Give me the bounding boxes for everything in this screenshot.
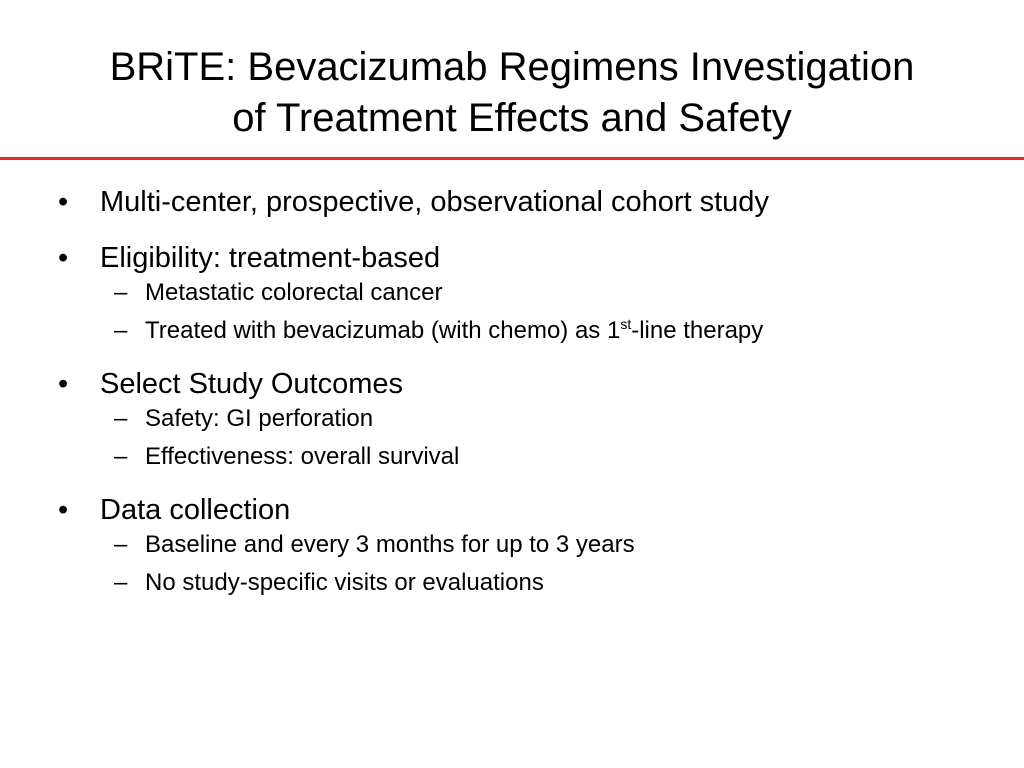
bullet-text: Data collection — [100, 494, 291, 526]
bullet-data-collection — [58, 488, 769, 602]
sub-item-no-visits — [100, 564, 769, 602]
sub-marker: – — [114, 569, 128, 596]
sub-list — [100, 526, 769, 602]
sub-item-metastatic — [100, 274, 769, 312]
bullet-outcomes — [58, 362, 769, 476]
ordinal-superscript: st — [620, 316, 632, 332]
bullet-eligibility — [58, 236, 769, 350]
title-line-2: of Treatment Effects and Safety — [232, 96, 792, 140]
sub-list — [100, 274, 769, 350]
bullet-marker: • — [58, 186, 69, 218]
bullet-text: Eligibility: treatment-based — [100, 242, 441, 274]
bullet-text: Multi-center, prospective, observational cohort study — [100, 186, 769, 218]
bullet-text: Select Study Outcomes — [100, 368, 404, 400]
sub-list — [100, 400, 769, 476]
sub-marker: – — [114, 443, 128, 470]
sub-item-text-after: -line therapy — [631, 317, 764, 344]
sub-item-text: No study-specific visits or evaluations — [145, 569, 544, 596]
bullet-marker: • — [58, 494, 69, 526]
slide-title — [0, 42, 1024, 144]
sub-item-first-line — [100, 312, 769, 350]
title-line-1: BRiTE: Bevacizumab Regimens Investigation — [109, 45, 915, 89]
sub-marker: – — [114, 531, 128, 558]
sub-item-text: Metastatic colorectal cancer — [145, 279, 443, 306]
sub-item-baseline — [100, 526, 769, 564]
sub-item-text: Effectiveness: overall survival — [145, 443, 460, 470]
sub-marker: – — [114, 279, 128, 306]
title-divider — [0, 157, 1024, 160]
sub-item-text-before: Treated with bevacizumab (with chemo) as 1 — [145, 317, 621, 344]
sub-marker: – — [114, 405, 128, 432]
sub-item-safety — [100, 400, 769, 438]
sub-item-text: Baseline and every 3 months for up to 3 years — [145, 531, 635, 558]
bullet-marker: • — [58, 242, 69, 274]
bullet-study-design — [58, 180, 769, 224]
sub-item-effectiveness — [100, 438, 769, 476]
sub-marker: – — [114, 317, 128, 344]
sub-item-text: Safety: GI perforation — [145, 405, 374, 432]
bullet-list — [58, 180, 769, 602]
bullet-marker: • — [58, 368, 69, 400]
